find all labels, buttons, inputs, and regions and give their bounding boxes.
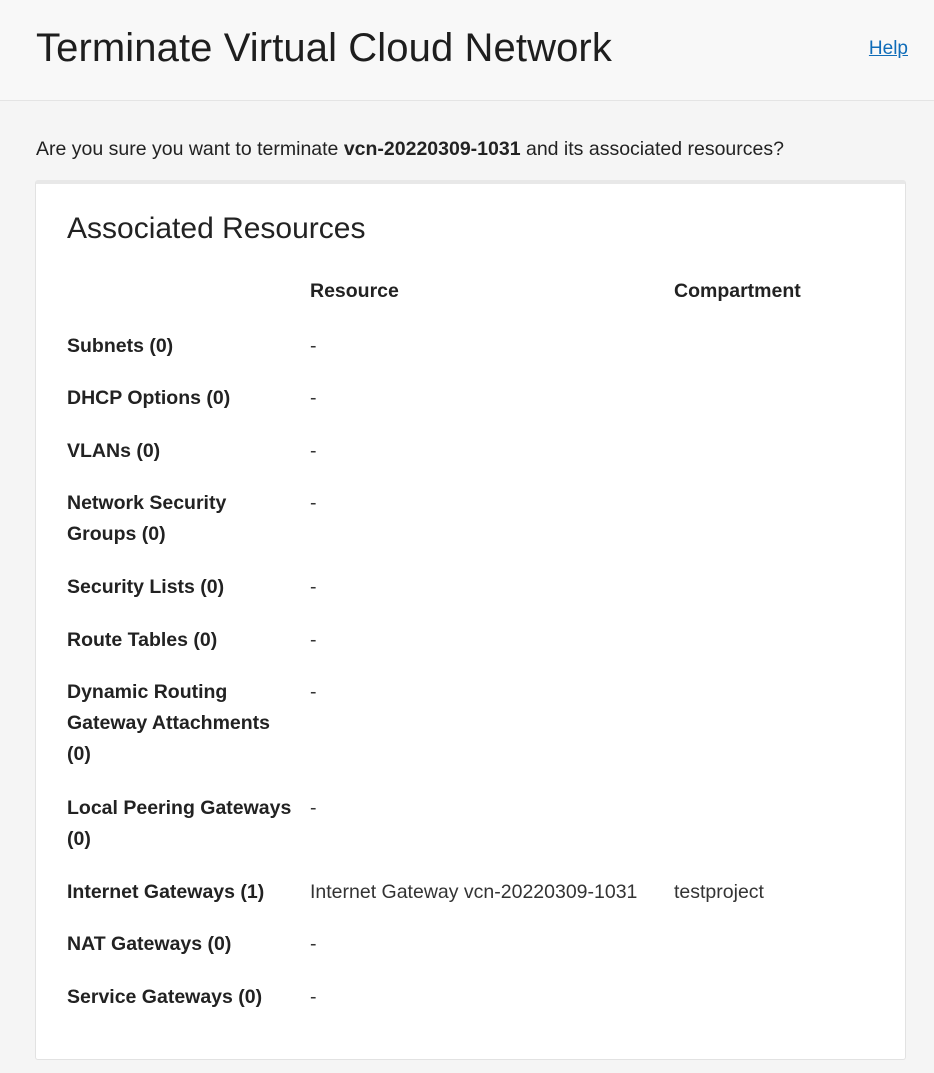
resource-type: Dynamic Routing Gateway Attachments (0) xyxy=(67,681,271,765)
resource-value: - xyxy=(310,492,317,514)
resource-type: Network Security Groups (0) xyxy=(67,492,227,545)
compartment-value: testproject xyxy=(674,881,764,903)
internet-gateway-link[interactable]: Internet Gateway vcn-20220309-1031 xyxy=(310,881,638,903)
vcn-name: vcn-20220309-1031 xyxy=(343,138,521,160)
compartment-column-header: Compartment xyxy=(674,280,801,302)
page-header xyxy=(0,0,934,101)
resource-type: DHCP Options (0) xyxy=(67,387,231,409)
resource-value: - xyxy=(310,576,317,598)
panel-title: Associated Resources xyxy=(67,212,366,245)
resource-type: Subnets (0) xyxy=(67,335,174,357)
resource-value: - xyxy=(310,629,317,651)
resource-value: - xyxy=(310,933,317,955)
resource-type: Internet Gateways (1) xyxy=(67,881,265,903)
confirmation-suffix: and its associated resources? xyxy=(520,138,784,160)
resource-value: - xyxy=(310,681,317,703)
page-title: Terminate Virtual Cloud Network xyxy=(36,26,612,70)
resource-type: Local Peering Gateways (0) xyxy=(67,797,292,850)
resource-value: - xyxy=(310,986,317,1008)
help-link[interactable]: Help xyxy=(868,38,908,59)
resource-value: - xyxy=(310,387,317,409)
associated-resources-panel xyxy=(35,180,906,1060)
resource-type: Security Lists (0) xyxy=(67,576,225,598)
resource-value: - xyxy=(310,797,317,819)
resource-type: NAT Gateways (0) xyxy=(67,933,232,955)
resource-type: VLANs (0) xyxy=(67,440,161,462)
resource-value: - xyxy=(310,335,317,357)
confirmation-message xyxy=(36,138,784,161)
resource-value: - xyxy=(310,440,317,462)
resource-type: Service Gateways (0) xyxy=(67,986,263,1008)
resource-type: Route Tables (0) xyxy=(67,629,218,651)
resource-column-header: Resource xyxy=(310,280,399,302)
confirmation-prefix: Are you sure you want to terminate xyxy=(36,138,344,160)
